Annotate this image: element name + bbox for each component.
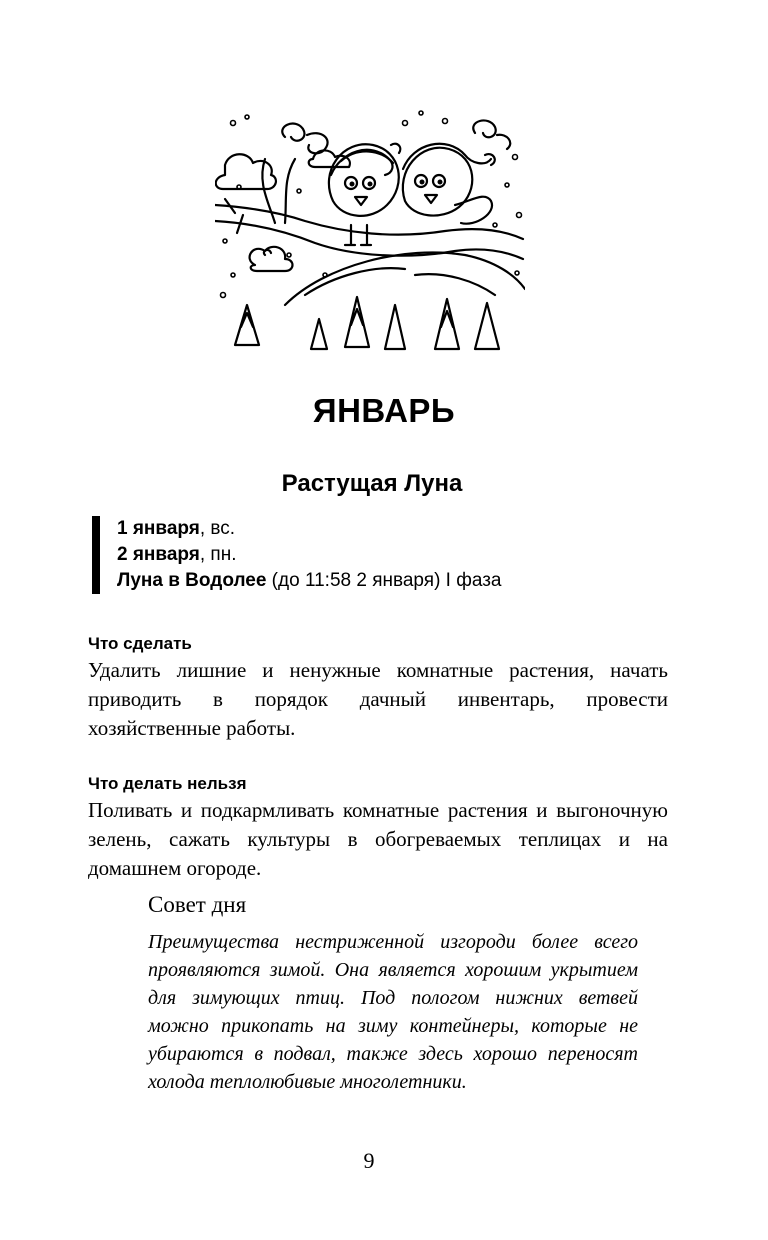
page-number: 9 <box>363 1148 375 1173</box>
todo-heading: Что сделать <box>88 634 192 653</box>
date-1-bold: 1 января <box>117 518 200 539</box>
page-title: ЯНВАРЬ <box>312 392 456 429</box>
date-1-weekday: , вс. <box>199 518 236 539</box>
todo-text: Удалить лишние и ненужные комнатные растения, начать приводить в порядок дачный инвентарь, провести хозяйственные работы. <box>88 658 668 740</box>
dont-text: Поливать и подкармливать комнатные растения и выгоночную зелень, сажать культуры в обогреваемых теплицах и на домашнем огороде. <box>88 798 668 880</box>
date-block <box>92 516 677 594</box>
moon-sign-line <box>117 568 677 594</box>
date-2-bold: 2 января <box>117 544 200 565</box>
advice-text: Преимущества нестриженной изгороди более всего проявляются зимой. Она является хорошим укрытием для зимующих птиц. Под пологом нижних ветвей можно прикопать на зиму контейнеры, которые не убираются в подвал, также здесь хорошо переносят холода теплолюбивые многолетники. <box>148 931 638 1093</box>
advice-title: Совет дня <box>148 892 247 917</box>
winter-birds-illustration-icon <box>215 105 525 355</box>
date-2-weekday: , пн. <box>199 544 237 565</box>
date-line-2 <box>117 542 677 568</box>
dont-heading: Что делать нельзя <box>88 774 247 793</box>
moon-sign-detail: (до 11:58 2 января) I фаза <box>266 570 502 591</box>
moon-sign-bold: Луна в Водолее <box>117 570 267 591</box>
date-line-1 <box>117 516 677 542</box>
moon-phase-heading: Растущая Луна <box>281 470 463 497</box>
